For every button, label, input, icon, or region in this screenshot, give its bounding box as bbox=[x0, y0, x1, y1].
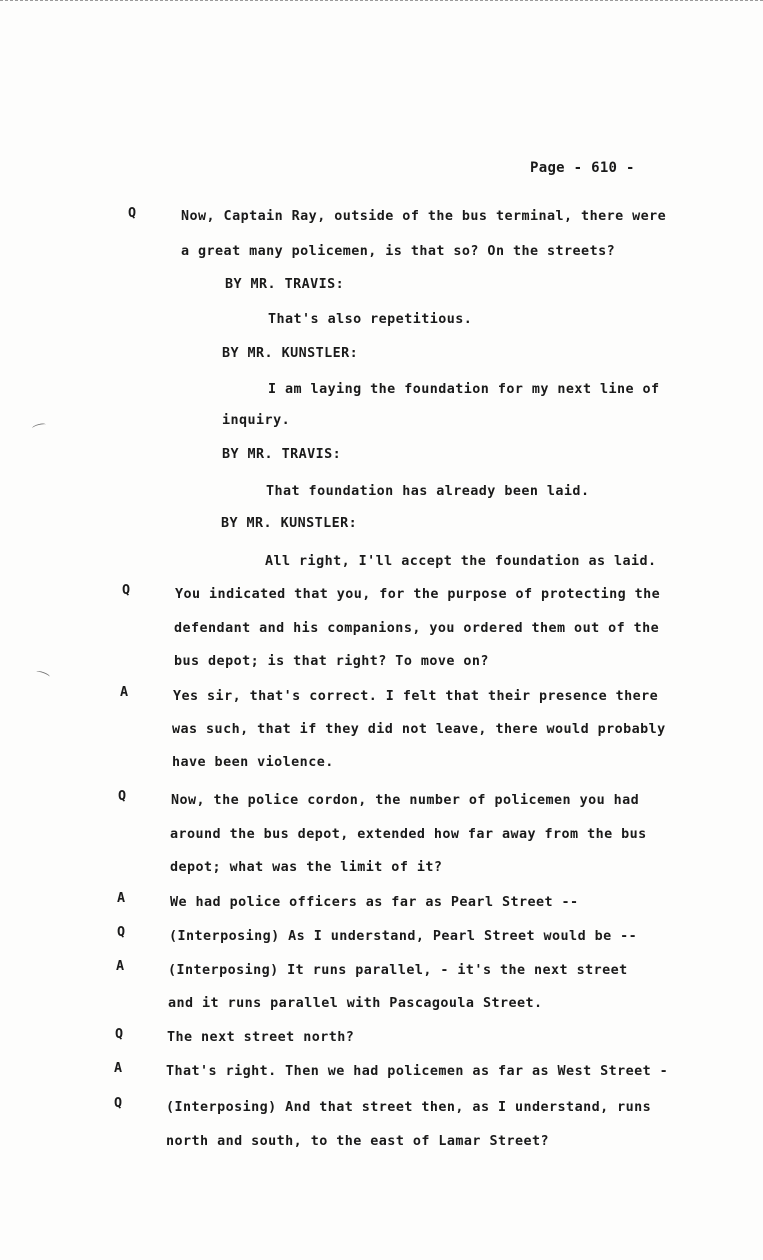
speaker-label: Q bbox=[122, 583, 131, 598]
testimony-line: defendant and his companions, you ordered them out of the bbox=[174, 621, 660, 636]
testimony-line: (Interposing) And that street then, as I understand, runs bbox=[166, 1100, 652, 1115]
speaker-label: Q bbox=[128, 206, 137, 221]
testimony-line: Yes sir, that's correct. I felt that their presence there bbox=[173, 689, 659, 704]
counsel-heading: BY MR. KUNSTLER: bbox=[222, 346, 359, 361]
testimony-line: a great many policemen, is that so? On the streets? bbox=[181, 244, 616, 259]
testimony-line: (Interposing) As I understand, Pearl Street would be -- bbox=[169, 929, 638, 944]
speaker-label: Q bbox=[115, 1027, 124, 1042]
speaker-label: Q bbox=[118, 789, 127, 804]
top-edge-rule bbox=[0, 0, 763, 5]
counsel-heading: BY MR. TRAVIS: bbox=[222, 447, 342, 462]
margin-mark bbox=[32, 422, 47, 430]
testimony-line: Now, Captain Ray, outside of the bus terminal, there were bbox=[181, 209, 667, 224]
testimony-line: bus depot; is that right? To move on? bbox=[174, 654, 489, 669]
testimony-line: north and south, to the east of Lamar Street? bbox=[166, 1134, 550, 1149]
testimony-line: Now, the police cordon, the number of policemen you had bbox=[171, 793, 640, 808]
counsel-statement: I am laying the foundation for my next line of bbox=[268, 382, 660, 397]
speaker-label: Q bbox=[114, 1096, 123, 1111]
speaker-label: A bbox=[120, 685, 129, 700]
speaker-label: Q bbox=[117, 925, 126, 940]
testimony-line: was such, that if they did not leave, there would probably bbox=[172, 722, 666, 737]
margin-mark bbox=[36, 670, 51, 679]
testimony-line: You indicated that you, for the purpose of protecting the bbox=[175, 587, 661, 602]
speaker-label: A bbox=[116, 959, 125, 974]
counsel-statement: That foundation has already been laid. bbox=[266, 484, 590, 499]
testimony-line: (Interposing) It runs parallel, - it's the next street bbox=[168, 963, 628, 978]
testimony-line: and it runs parallel with Pascagoula Street. bbox=[168, 996, 543, 1011]
testimony-line: The next street north? bbox=[167, 1030, 355, 1045]
testimony-line: have been violence. bbox=[172, 755, 334, 770]
testimony-line: We had police officers as far as Pearl Street -- bbox=[170, 895, 579, 910]
speaker-label: A bbox=[114, 1061, 123, 1076]
testimony-line: around the bus depot, extended how far away from the bus bbox=[170, 827, 647, 842]
speaker-label: A bbox=[117, 891, 126, 906]
page-number: Page - 610 - bbox=[530, 160, 635, 176]
counsel-statement: inquiry. bbox=[222, 413, 291, 428]
testimony-line: That's right. Then we had policemen as far as West Street - bbox=[166, 1064, 669, 1079]
counsel-statement: All right, I'll accept the foundation as laid. bbox=[265, 554, 657, 569]
counsel-statement: That's also repetitious. bbox=[268, 312, 473, 327]
counsel-heading: BY MR. TRAVIS: bbox=[225, 277, 345, 292]
counsel-heading: BY MR. KUNSTLER: bbox=[221, 516, 358, 531]
testimony-line: depot; what was the limit of it? bbox=[170, 860, 443, 875]
